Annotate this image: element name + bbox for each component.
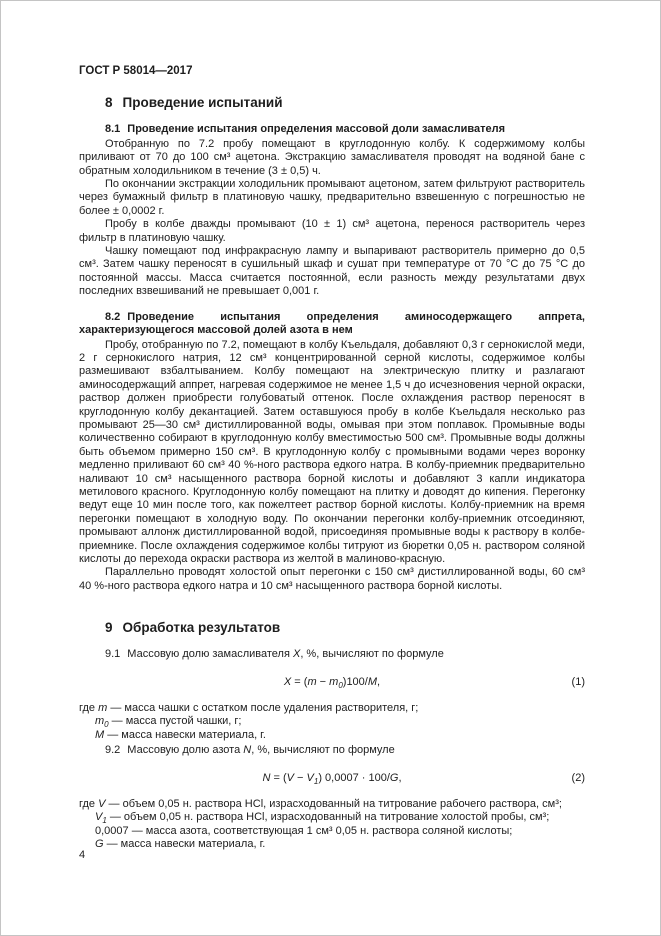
definition-term: m [98, 702, 108, 715]
definition-term-subscript: 1 [102, 816, 107, 826]
definition-description: — масса азота, соответствующая 1 см³ 0,05 н. раствора соляной кислоты; [128, 824, 513, 837]
page-content [79, 65, 585, 852]
definition-line [79, 715, 585, 728]
formula-1-operator: )100/ [342, 675, 368, 688]
section-9-number: 9 [105, 620, 113, 636]
item-9-2-text-suffix: , %, вычисляют по формуле [251, 744, 395, 757]
definition-term: 0,0007 [95, 824, 129, 837]
formula-1-operator: = ( [291, 675, 308, 688]
definition-description: — объем 0,05 н. раствора HCl, израсходованный на титрование рабочего раствора, см³; [105, 798, 562, 811]
item-9-1-number: 9.1 [105, 648, 121, 661]
definition-term: m [95, 715, 105, 728]
formula-1-subscript: 0 [338, 680, 343, 690]
formula-2-var: G [389, 771, 399, 784]
formula-1 [79, 676, 585, 689]
formula-1-operator: − [316, 675, 330, 688]
definition-line [79, 729, 585, 742]
formula-2-var: V [306, 771, 314, 784]
formula-2-operator: − [293, 771, 307, 784]
document-header: ГОСТ Р 58014—2017 [79, 65, 193, 77]
paragraph: Пробу, отобранную по 7.2, помещают в колбу Къельдаля, добавляют 0,3 г сернокислой меди, 2 г сернокислого натрия, 12 см³ концентрированной серной кислоты, содержимое колбы размешивают взбалтыванием. Колбу помещают на электрическую плитку и разлагают аминосодержащий аппрет, нагревая содержимое не менее 1,5 ч до исчезновения черной окраски, раствор должен приобрести голубоватый оттенок. После охлаждения раствор переносят в круглодонную колбу декантацией. Затем оставшуюся пробу в колбе Къельдаля несколько раз промывают 25—30 см³ дистиллированной воды, омывая при этом поплавок. Промывные воды количественно собирают в круглодонную колбу вместимостью 500 см³. Промывные воды должны быть объемом примерно 150 см³. В круглодонную колбу с промывными водами через воронку медленно приливают 60 см³ 40 %-ного раствора едкого натра. В колбу-приемник предварительно наливают 10 см³ насыщенного раствора борной кислоты и добавляют 3 капли индикатора метилового красного. Круглодонную колбу помещают на плитку и доводят до кипения. Перегонку ведут еще 10 мин после того, как пожелтеет раствор борной кислоты. Колбу-приемник на время перегонки помещают в холодную воду. По окончании перегонки колбу-приемник отсоединяют, промывают аллонж дистиллированной водой, присоединяя промывные воды к раствору в колбе-приемнике. После охлаждения содержимое колбы титруют из бюретки 0,05 н. раствором соляной кислоты до перехода окраски раствора из желтой в малиново-красную. [79, 338, 585, 565]
paragraph: Отобранную по 7.2 пробу помещают в круглодонную колбу. К содержимому колбы приливают от 70 до 100 см³ ацетона. Экстракцию замасливателя проводят на водяной бане с обратным холодильником в течение (3 ± 0,5) ч. [79, 137, 585, 177]
definition-description: — масса чашки с остатком после удаления растворителя, г; [107, 702, 419, 715]
paragraph: По окончании экстракции холодильник промывают ацетоном, затем фильтруют растворитель через бумажный фильтр в платиновую чашку, предварительно взвешенную с погрешностью не более ± 0,0002 г. [79, 178, 585, 217]
definition-description: — масса пустой чашки, г; [108, 715, 242, 728]
subsection-8-1-number: 8.1 [105, 123, 121, 136]
formula-1-var: X [283, 675, 292, 688]
formula-1-expression [284, 676, 380, 688]
definition-line [79, 798, 585, 811]
definition-line [79, 702, 585, 715]
definition-description: — масса навески материала, г. [103, 838, 266, 851]
subsection-8-1-title: Проведение испытания определения массовой доли замасливателя [127, 123, 506, 136]
definition-term: M [95, 728, 105, 741]
formula-2-var: N [262, 771, 271, 784]
formula-2 [79, 772, 585, 785]
section-8-number: 8 [105, 95, 113, 111]
variable-n: N [243, 744, 252, 757]
section-8-heading [105, 94, 585, 111]
paragraph: Параллельно проводят холостой опыт перегонки с 150 см³ дистиллированной воды, 60 см³ 40 %-ного раствора едкого натра и 10 см³ насыщенного раствора борной кислоты. [79, 566, 585, 592]
formula-2-subscript: 1 [313, 776, 319, 786]
formula-2-number: (2) [571, 771, 585, 784]
formula-1-var: m [329, 675, 339, 688]
formula-2-punctuation: , [398, 771, 402, 784]
definition-lead: где [79, 798, 99, 811]
formula-1-number: (1) [571, 675, 585, 688]
definition-description: — объем 0,05 н. раствора HCl, израсходованный на титрование холостой пробы, см³; [106, 811, 550, 824]
paragraph: Чашку помещают под инфракрасную лампу и выпаривают растворитель примерно до 0,5 см³. Затем чашку переносят в сушильный шкаф и сушат при температуре от 70 °С до 75 °С до постоянной массы. Масса считается постоянной, если разность между результатами двух последних взвешиваний не превышает 0,001 г. [79, 245, 585, 298]
item-9-2-text: Массовую долю азота [127, 744, 244, 757]
paragraph: Пробу в колбе дважды промывают (10 ± 1) см³ ацетона, перенося растворитель через фильтр в платиновую чашку. [79, 218, 585, 244]
variable-x: X [292, 648, 301, 661]
definition-line [79, 838, 585, 851]
formula-2-operator: ) 0,0007 · 100/ [318, 771, 390, 784]
item-9-2-intro [79, 744, 585, 757]
formula-1-punctuation: , [377, 675, 381, 688]
subsection-8-2-title: Проведение испытания определения аминосодержащего аппрета, характеризующегося массовой долей азота в нем [79, 310, 585, 337]
subsection-8-2-number: 8.2 [105, 310, 121, 323]
subsection-8-1-heading [79, 123, 585, 136]
definition-term-subscript: 0 [104, 720, 109, 730]
item-9-2-number: 9.2 [105, 744, 121, 757]
subsection-8-2-heading [79, 311, 585, 338]
definition-line [79, 811, 585, 824]
definition-line [79, 825, 585, 838]
definition-lead: где [79, 702, 99, 715]
definition-description: — масса навески материала, г. [104, 728, 266, 741]
section-9-title: Обработка результатов [122, 620, 281, 636]
formula-1-var: M [367, 675, 378, 688]
section-9-heading [105, 619, 585, 636]
formula-1-var: m [307, 675, 317, 688]
item-9-1-text: Массовую долю замасливателя [127, 648, 293, 661]
section-8-title: Проведение испытаний [122, 95, 283, 111]
definition-term: G [95, 838, 104, 851]
definition-term: V [98, 798, 106, 811]
definition-term: V [95, 811, 103, 824]
page-number: 4 [79, 849, 86, 861]
formula-2-expression [262, 772, 401, 784]
formula-2-var: V [286, 771, 294, 784]
item-9-1-intro [79, 648, 585, 661]
formula-2-operator: = ( [270, 771, 287, 784]
item-9-1-text-suffix: , %, вычисляют по формуле [300, 648, 444, 661]
